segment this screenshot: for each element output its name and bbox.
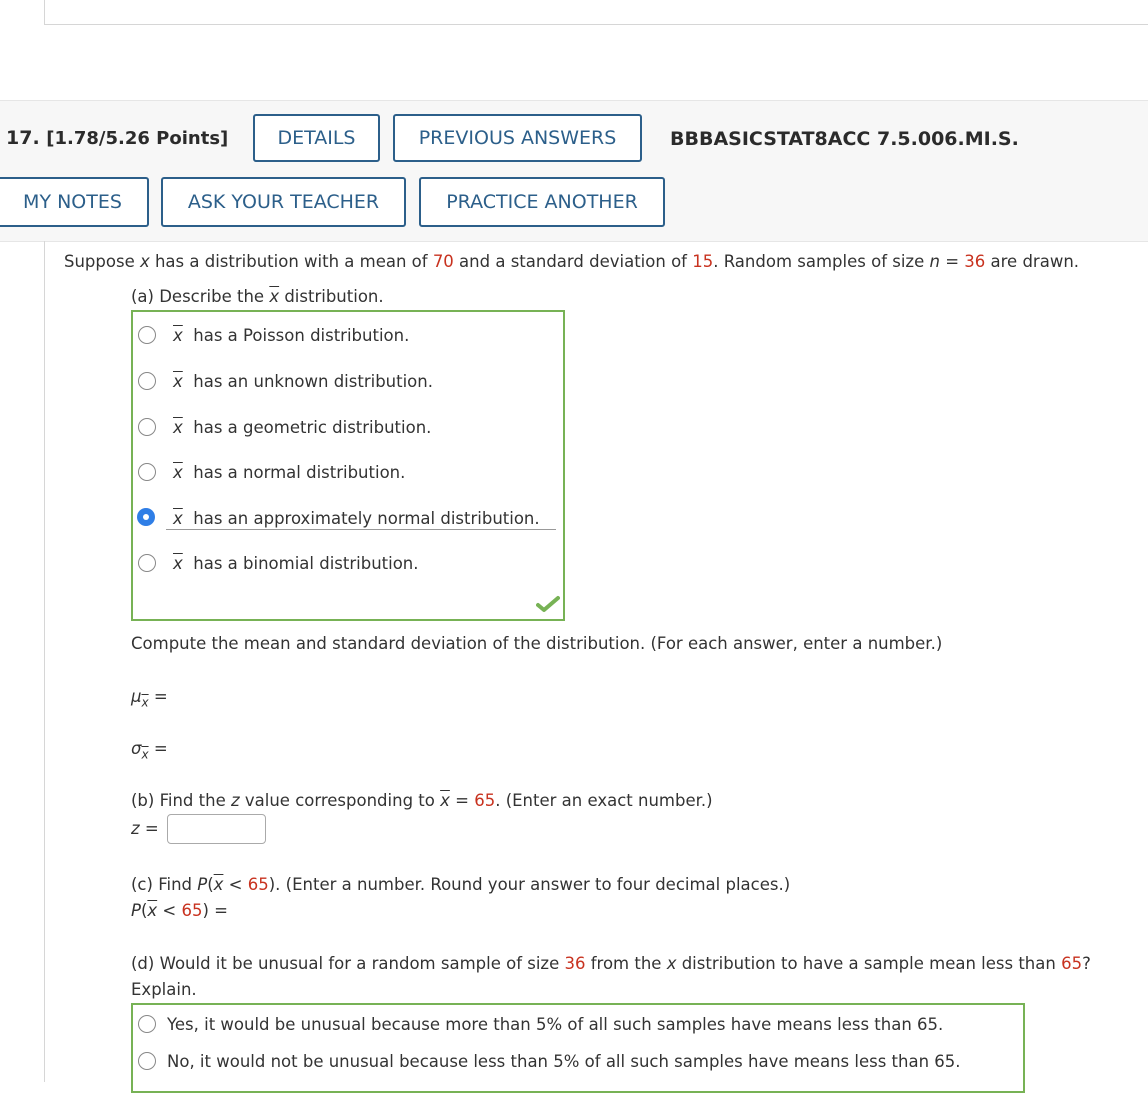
part-c-prompt-post: ). (Enter a number. Round your answer to four decimal places.) (268, 875, 791, 894)
xbar-subscript: x (141, 747, 149, 762)
option-1[interactable] (173, 372, 433, 391)
part-d-text-4: ? (1082, 954, 1091, 973)
threshold-value: 65 (1061, 954, 1083, 973)
part-d-text-2: from the (585, 954, 667, 973)
threshold-value: 65 (247, 875, 269, 894)
var-z: z (131, 819, 140, 838)
open-paren: ( (207, 875, 214, 894)
part-b-prompt (131, 791, 713, 810)
intro-text-4: . Random samples of size (713, 252, 930, 271)
sample-size-value: 36 (964, 252, 986, 271)
intro-text-2: has a distribution with a mean of (149, 252, 433, 271)
mean-value: 70 (432, 252, 454, 271)
xbar-symbol: $\overline{x}$ (173, 463, 183, 482)
question-points: [1.78/5.26 Points] (46, 128, 229, 149)
problem-statement (64, 252, 1079, 271)
xbar-symbol: $\overline{x}$ (213, 875, 224, 894)
intro-text-5: = (939, 252, 965, 271)
d-option-1[interactable]: No, it would not be unusual because less than 5% of all such samples have means less than 65. (167, 1052, 961, 1071)
xbar-symbol: $\overline{x}$ (269, 287, 280, 306)
equals-sign: = (153, 687, 168, 706)
option-5[interactable] (173, 554, 419, 573)
content-border (44, 241, 45, 1082)
option-label: has a normal distribution. (193, 463, 406, 482)
part-d-text-1: (d) Would it be unusual for a random sample of size (131, 954, 565, 973)
part-b-prompt-pre: (b) Find the (131, 791, 231, 810)
xbar-subscript: x (141, 695, 149, 710)
option-label: has an approximately normal distribution. (193, 509, 540, 528)
less-than: < (223, 875, 248, 894)
option-2[interactable] (173, 418, 431, 437)
xbar-value: 65 (474, 791, 496, 810)
intro-text-1: Suppose (64, 252, 140, 271)
xbar-symbol: $\overline{x}$ (173, 326, 183, 345)
selected-underline (166, 529, 556, 530)
xbar-symbol: $\overline{x}$ (173, 554, 183, 573)
part-a-prompt-post: distribution. (279, 287, 384, 306)
radio-d-option-0[interactable] (138, 1015, 156, 1033)
my-notes-button[interactable]: MY NOTES (0, 177, 149, 227)
part-d-text-3: distribution to have a sample mean less than (676, 954, 1062, 973)
option-label: has an unknown distribution. (193, 372, 433, 391)
xbar-symbol: $\overline{x}$ (173, 372, 183, 391)
radio-d-option-1[interactable] (138, 1052, 156, 1070)
part-a-prompt-pre: (a) Describe the (131, 287, 270, 306)
threshold-value: 65 (181, 901, 203, 920)
previous-question-box (44, 0, 1148, 25)
part-b-prompt-mid: value corresponding to (239, 791, 441, 810)
xbar-symbol: $\overline{x}$ (173, 509, 183, 528)
equals-sign: = (449, 791, 475, 810)
radio-option-3[interactable] (138, 463, 156, 481)
option-4[interactable] (173, 509, 540, 528)
part-d-prompt (131, 954, 1091, 973)
ask-teacher-button[interactable]: ASK YOUR TEACHER (161, 177, 406, 227)
option-0[interactable] (173, 326, 409, 345)
part-a-prompt (131, 287, 384, 306)
z-label (131, 819, 159, 838)
d-option-0[interactable]: Yes, it would be unusual because more than 5% of all such samples have means less than 65. (167, 1015, 944, 1034)
xbar-symbol: $\overline{x}$ (147, 901, 158, 920)
sd-value: 15 (692, 252, 714, 271)
part-c-prompt (131, 875, 790, 894)
open-paren: ( (140, 901, 148, 920)
intro-text-3: and a standard deviation of (453, 252, 693, 271)
close-equals: ) = (202, 901, 228, 920)
var-z: z (230, 791, 240, 810)
intro-text-6: are drawn. (985, 252, 1080, 271)
prob-symbol: P (131, 901, 141, 920)
question-number (6, 127, 228, 149)
sigma-symbol: σ (131, 739, 142, 758)
practice-another-button[interactable]: PRACTICE ANOTHER (419, 177, 665, 227)
var-n: n (929, 252, 940, 271)
mu-xbar-label (131, 687, 168, 709)
var-x: x (666, 954, 677, 973)
less-than: < (157, 901, 182, 920)
option-label: has a Poisson distribution. (193, 326, 410, 345)
details-button[interactable]: DETAILS (253, 114, 380, 162)
probability-answer-label (131, 901, 228, 920)
part-d-explain: Explain. (131, 980, 197, 999)
correct-check-icon (536, 595, 560, 613)
sigma-xbar-label (131, 739, 168, 761)
part-c-prompt-pre: (c) Find (131, 875, 198, 894)
mu-symbol: μ (131, 687, 142, 706)
previous-answers-button[interactable]: PREVIOUS ANSWERS (393, 114, 642, 162)
prob-symbol: P (197, 875, 208, 894)
z-value-input[interactable] (167, 814, 266, 844)
assignment-code: BBBASICSTAT8ACC 7.5.006.MI.S. (670, 128, 1019, 150)
compute-prompt: Compute the mean and standard deviation of the distribution. (For each answer, enter a number.) (131, 634, 943, 653)
radio-option-2[interactable] (138, 418, 156, 436)
radio-option-1[interactable] (138, 372, 156, 390)
part-b-prompt-post: . (Enter an exact number.) (495, 791, 713, 810)
radio-option-5[interactable] (138, 554, 156, 572)
equals-sign: = (139, 819, 159, 838)
option-label: has a geometric distribution. (193, 418, 432, 437)
option-label: has a binomial distribution. (193, 554, 419, 573)
sample-size-value: 36 (564, 954, 586, 973)
xbar-symbol: $\overline{x}$ (440, 791, 450, 810)
radio-option-4-selected[interactable] (137, 508, 155, 526)
radio-option-0[interactable] (138, 326, 156, 344)
var-x: x (139, 252, 150, 271)
option-3[interactable] (173, 463, 405, 482)
equals-sign: = (153, 739, 168, 758)
xbar-symbol: $\overline{x}$ (173, 418, 183, 437)
question-number-text: 17. (6, 127, 40, 149)
